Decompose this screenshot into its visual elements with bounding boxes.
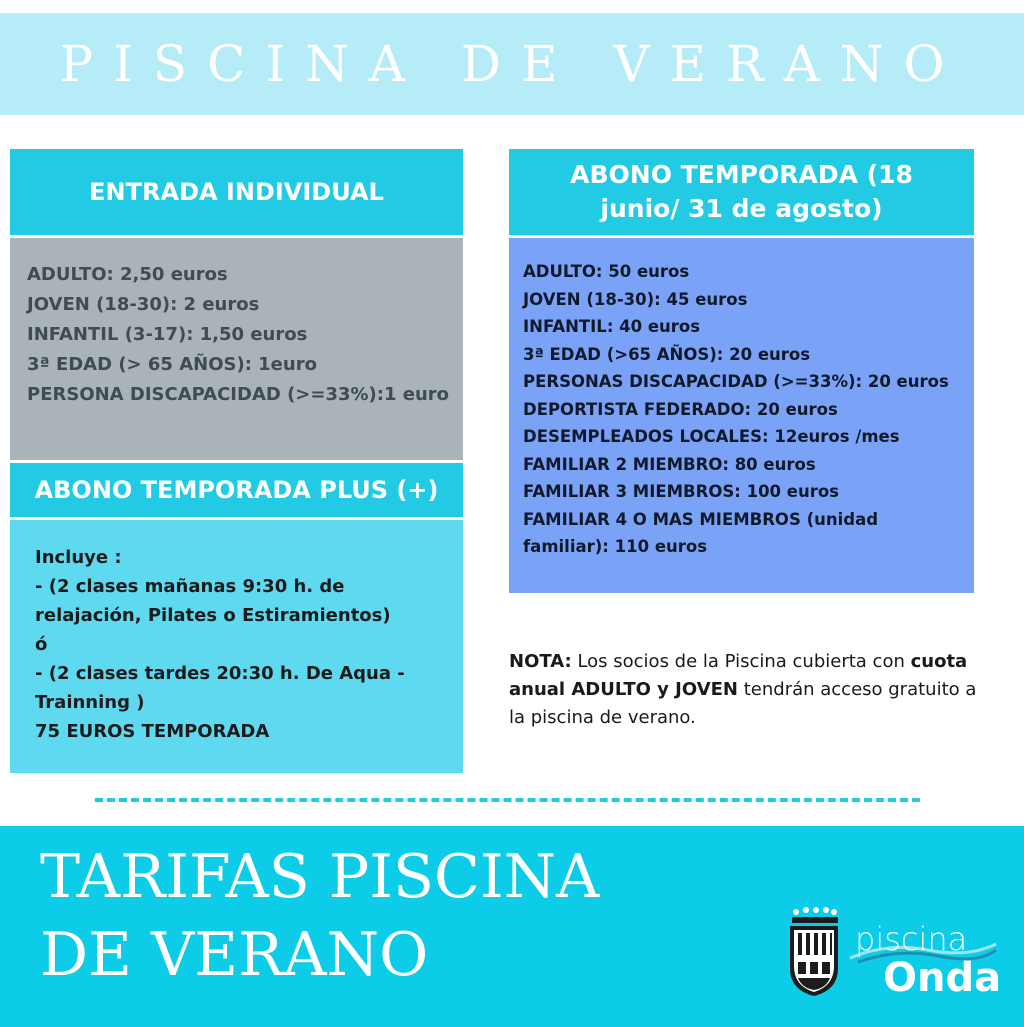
price-line: PERSONA DISCAPACIDAD (>=33%):1 euro	[27, 384, 450, 405]
price-line: FAMILIAR 4 O MAS MIEMBROS (unidad	[523, 509, 879, 529]
page-title: PISCINA DE VERANO	[59, 35, 965, 93]
abono-plus-details	[35, 543, 445, 746]
abono-temporada-header	[509, 149, 974, 235]
price-line: 3ª EDAD (> 65 AÑOS): 1euro	[27, 354, 317, 375]
nota-label: NOTA:	[509, 651, 572, 672]
nota-text-part: tendrán acceso gratuito a la piscina de verano.	[509, 679, 977, 728]
price-line: FAMILIAR 3 MIEMBROS: 100 euros	[523, 482, 840, 501]
logo-word-piscina: piscina	[855, 920, 968, 958]
bottom-title	[40, 838, 680, 994]
abono-temporada-prices	[523, 258, 973, 561]
price-line: 3ª EDAD (>65 AÑOS): 20 euros	[523, 344, 811, 364]
price-line: FAMILIAR 2 MIEMBRO: 80 euros	[523, 454, 816, 474]
detail-line: - (2 clases tardes 20:30 h. De Aqua -	[35, 663, 405, 684]
price-line: INFANTIL: 40 euros	[523, 317, 701, 336]
price-line: JOVEN (18-30): 2 euros	[27, 294, 260, 315]
detail-line: - (2 clases mañanas 9:30 h. de	[35, 576, 345, 597]
abono-plus-header: ABONO TEMPORADA PLUS (+)	[10, 463, 463, 517]
abono-header-line: ABONO TEMPORADA (18	[570, 160, 913, 189]
detail-line: ó	[35, 634, 48, 655]
price-line: PERSONAS DISCAPACIDAD (>=33%): 20 euros	[523, 372, 949, 391]
detail-line: 75 EUROS TEMPORADA	[35, 721, 270, 742]
price-line: JOVEN (18-30): 45 euros	[523, 289, 748, 309]
detail-line: Trainning )	[35, 692, 145, 713]
bottom-title-line: TARIFAS PISCINA	[40, 842, 600, 912]
detail-line: relajación, Pilates o Estiramientos)	[35, 605, 391, 626]
price-line: ADULTO: 50 euros	[523, 262, 690, 281]
entrada-individual-prices	[27, 260, 457, 410]
nota-text	[509, 648, 979, 732]
bottom-title-line: DE VERANO	[40, 920, 429, 990]
abono-header-line: junio/ 31 de agosto)	[600, 194, 883, 223]
nota-text-part: Los socios de la Piscina cubierta con	[571, 651, 911, 672]
entrada-individual-header: ENTRADA INDIVIDUAL	[10, 149, 463, 235]
price-line: INFANTIL (3-17): 1,50 euros	[27, 324, 308, 345]
price-line: DESEMPLEADOS LOCALES: 12euros /mes	[523, 427, 900, 446]
logo-word-onda: Onda	[883, 955, 1002, 1001]
nota-bold-part: cuota anual ADULTO y JOVEN	[509, 651, 968, 700]
price-line: familiar): 110 euros	[523, 537, 708, 556]
dashed-divider	[95, 798, 920, 802]
price-line: ADULTO: 2,50 euros	[27, 264, 228, 285]
price-line: DEPORTISTA FEDERADO: 20 euros	[523, 399, 838, 419]
detail-line: Incluye :	[35, 547, 122, 568]
onda-coat-of-arms-icon	[786, 906, 842, 998]
